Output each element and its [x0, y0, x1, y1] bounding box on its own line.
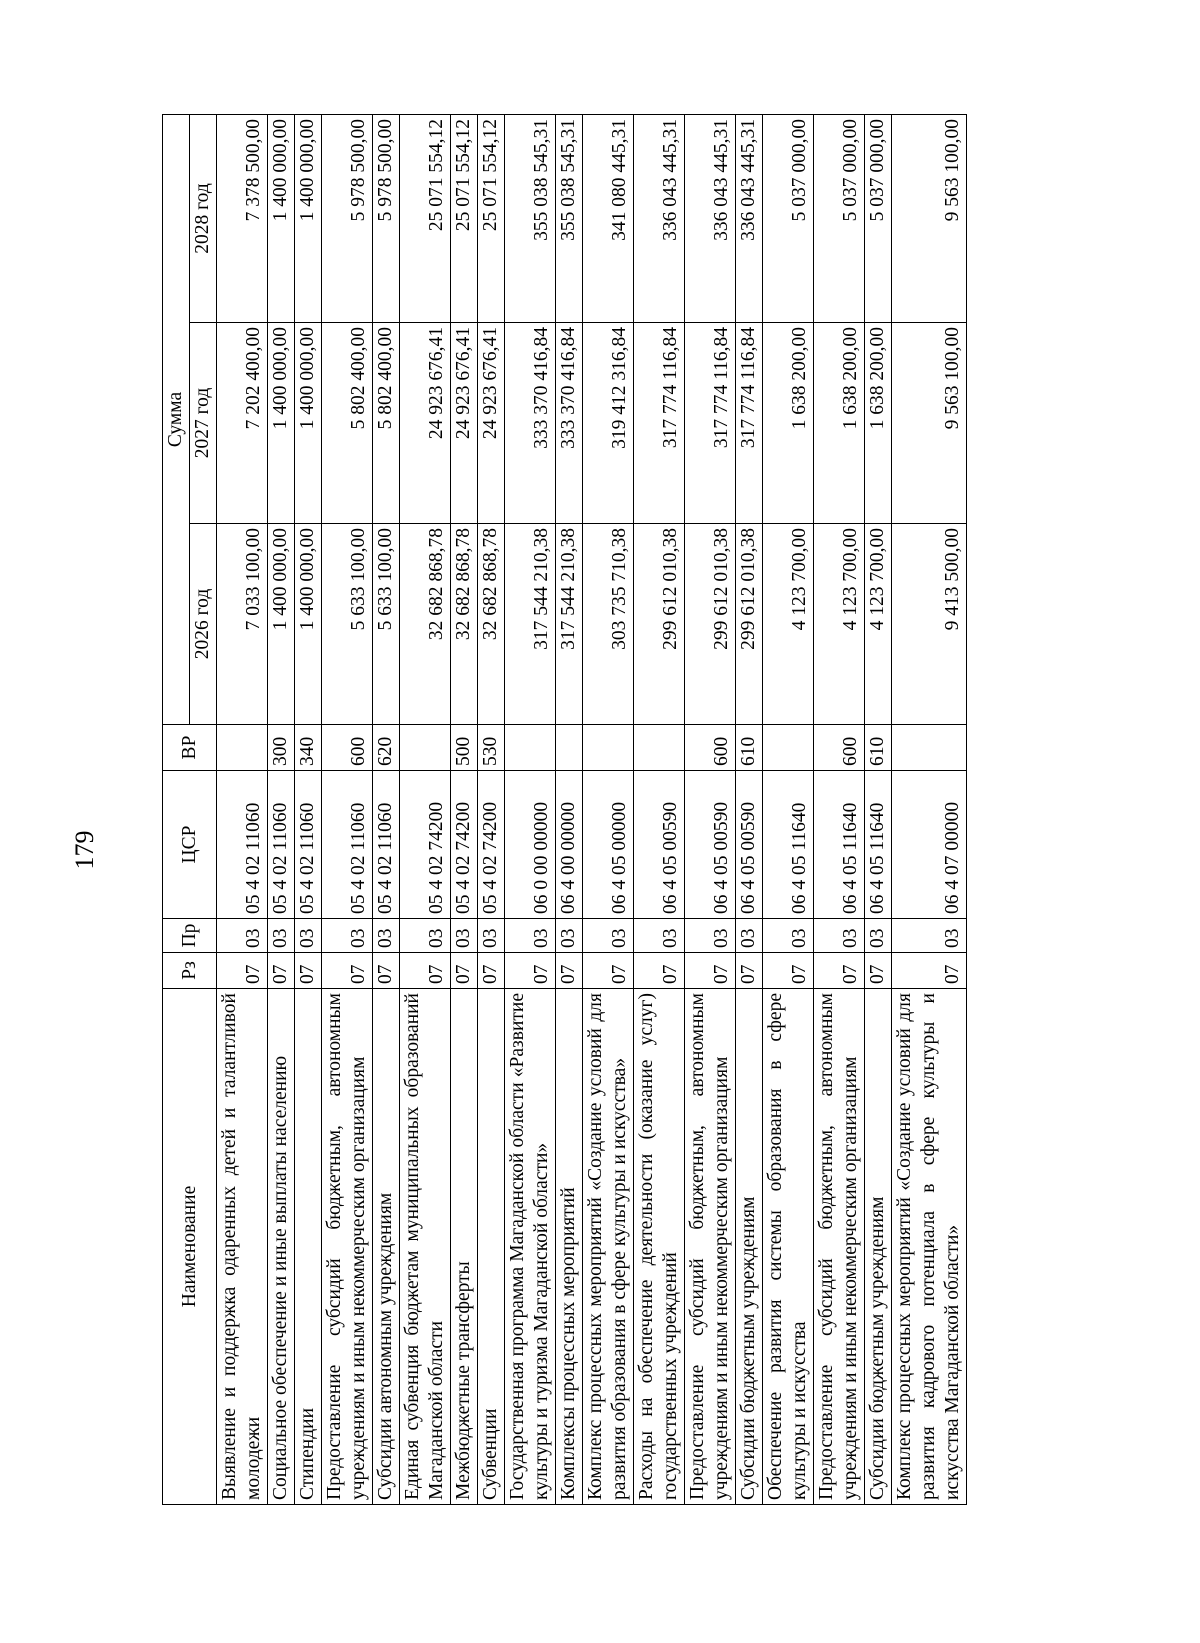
table-row	[865, 115, 892, 1505]
row-name: Субсидии автономным учреждениям	[373, 989, 400, 1505]
row-amount-2027: 1 638 200,00	[814, 323, 865, 524]
row-amount-2027: 5 802 400,00	[322, 323, 373, 524]
row-pr: 03	[322, 919, 373, 953]
row-amount-2026: 7 033 100,00	[217, 524, 268, 725]
row-csr: 06 4 00 00000	[556, 771, 583, 919]
row-vr	[583, 725, 634, 771]
row-amount-2027: 1 638 200,00	[865, 323, 892, 524]
header-sum: Сумма	[163, 115, 190, 725]
table-row	[505, 115, 556, 1505]
row-name: Расходы на обеспечение деятельности (оказание услуг) государственных учреждений	[634, 989, 685, 1505]
row-rz: 07	[478, 953, 505, 989]
row-name: Межбюджетные трансферты	[451, 989, 478, 1505]
row-vr: 340	[295, 725, 322, 771]
row-name: Государственная программа Магаданской области «Развитие культуры и туризма Магаданской области»	[505, 989, 556, 1505]
row-csr: 06 0 00 00000	[505, 771, 556, 919]
row-amount-2028: 5 978 500,00	[322, 115, 373, 323]
table-row	[217, 115, 268, 1505]
row-rz: 07	[814, 953, 865, 989]
row-amount-2028: 5 037 000,00	[865, 115, 892, 323]
row-csr: 05 4 02 11060	[295, 771, 322, 919]
row-pr: 03	[865, 919, 892, 953]
row-amount-2028: 1 400 000,00	[295, 115, 322, 323]
row-name: Единая субвенция бюджетам муниципальных образований Магаданской области	[400, 989, 451, 1505]
row-rz: 07	[583, 953, 634, 989]
header-csr: ЦСР	[163, 771, 217, 919]
row-csr: 06 4 05 00000	[583, 771, 634, 919]
row-csr: 05 4 02 11060	[217, 771, 268, 919]
table-header	[163, 115, 217, 1505]
rotated-page-content	[162, 115, 1052, 1505]
row-name: Предоставление субсидий бюджетным, автономным учреждениям и иным некоммерческим организациям	[685, 989, 736, 1505]
row-name: Предоставление субсидий бюджетным, автономным учреждениям и иным некоммерческим организациям	[814, 989, 865, 1505]
row-amount-2026: 317 544 210,38	[505, 524, 556, 725]
row-pr: 03	[295, 919, 322, 953]
budget-table	[162, 114, 967, 1505]
row-csr: 05 4 02 11060	[268, 771, 295, 919]
row-amount-2026: 5 633 100,00	[322, 524, 373, 725]
row-amount-2026: 303 735 710,38	[583, 524, 634, 725]
row-pr: 03	[634, 919, 685, 953]
row-amount-2026: 299 612 010,38	[685, 524, 736, 725]
row-amount-2026: 4 123 700,00	[865, 524, 892, 725]
row-amount-2028: 25 071 554,12	[478, 115, 505, 323]
row-amount-2028: 336 043 445,31	[685, 115, 736, 323]
row-pr: 03	[763, 919, 814, 953]
row-amount-2026: 299 612 010,38	[736, 524, 763, 725]
row-pr: 03	[268, 919, 295, 953]
row-pr: 03	[217, 919, 268, 953]
row-name: Предоставление субсидий бюджетным, автономным учреждениям и иным некоммерческим организациям	[322, 989, 373, 1505]
table-row	[685, 115, 736, 1505]
row-rz: 07	[505, 953, 556, 989]
table-row	[478, 115, 505, 1505]
row-rz: 07	[373, 953, 400, 989]
table-row	[268, 115, 295, 1505]
row-csr: 06 4 05 11640	[865, 771, 892, 919]
row-amount-2028: 5 037 000,00	[763, 115, 814, 323]
row-amount-2027: 317 774 116,84	[634, 323, 685, 524]
row-csr: 06 4 05 00590	[685, 771, 736, 919]
row-pr: 03	[814, 919, 865, 953]
row-csr: 06 4 05 11640	[814, 771, 865, 919]
table-row	[583, 115, 634, 1505]
row-vr	[634, 725, 685, 771]
row-rz: 07	[295, 953, 322, 989]
table-row	[400, 115, 451, 1505]
header-2027: 2027 год	[190, 323, 217, 524]
row-pr: 03	[556, 919, 583, 953]
row-vr: 600	[322, 725, 373, 771]
header-vr: ВР	[163, 725, 217, 771]
row-amount-2028: 336 043 445,31	[634, 115, 685, 323]
row-pr: 03	[685, 919, 736, 953]
row-amount-2028: 5 978 500,00	[373, 115, 400, 323]
row-pr: 03	[583, 919, 634, 953]
row-vr: 610	[865, 725, 892, 771]
row-pr: 03	[400, 919, 451, 953]
row-amount-2028: 341 080 445,31	[583, 115, 634, 323]
table-row	[634, 115, 685, 1505]
row-csr: 05 4 02 74200	[400, 771, 451, 919]
row-name: Субсидии бюджетным учреждениям	[865, 989, 892, 1505]
row-rz: 07	[736, 953, 763, 989]
row-amount-2028: 5 037 000,00	[814, 115, 865, 323]
table-body	[217, 115, 967, 1505]
table-row	[556, 115, 583, 1505]
row-amount-2028: 25 071 554,12	[451, 115, 478, 323]
row-name: Обеспечение развития системы образования в сфере культуры и искусства	[763, 989, 814, 1505]
table-row	[295, 115, 322, 1505]
row-vr: 530	[478, 725, 505, 771]
row-amount-2028: 355 038 545,31	[556, 115, 583, 323]
row-rz: 07	[763, 953, 814, 989]
header-rz: Рз	[163, 953, 217, 989]
row-amount-2026: 32 682 868,78	[451, 524, 478, 725]
row-vr: 500	[451, 725, 478, 771]
table-row	[763, 115, 814, 1505]
row-amount-2027: 1 400 000,00	[268, 323, 295, 524]
row-amount-2026: 32 682 868,78	[478, 524, 505, 725]
header-name: Наименование	[163, 989, 217, 1505]
row-vr: 300	[268, 725, 295, 771]
row-amount-2027: 317 774 116,84	[736, 323, 763, 524]
row-rz: 07	[268, 953, 295, 989]
row-amount-2028: 7 378 500,00	[217, 115, 268, 323]
row-rz: 07	[451, 953, 478, 989]
row-amount-2027: 7 202 400,00	[217, 323, 268, 524]
row-vr: 610	[736, 725, 763, 771]
row-csr: 05 4 02 74200	[478, 771, 505, 919]
row-vr: 620	[373, 725, 400, 771]
row-amount-2027: 1 400 000,00	[295, 323, 322, 524]
row-amount-2028: 355 038 545,31	[505, 115, 556, 323]
row-csr: 06 4 05 11640	[763, 771, 814, 919]
row-name: Социальное обеспечение и иные выплаты населению	[268, 989, 295, 1505]
row-amount-2027: 5 802 400,00	[373, 323, 400, 524]
row-rz: 07	[556, 953, 583, 989]
row-amount-2026: 9 413 500,00	[892, 524, 967, 725]
table-row	[451, 115, 478, 1505]
row-amount-2026: 317 544 210,38	[556, 524, 583, 725]
row-amount-2028: 336 043 445,31	[736, 115, 763, 323]
row-name: Комплексы процессных мероприятий	[556, 989, 583, 1505]
row-amount-2027: 317 774 116,84	[685, 323, 736, 524]
row-name: Субсидии бюджетным учреждениям	[736, 989, 763, 1505]
row-vr	[892, 725, 967, 771]
header-2026: 2026 год	[190, 524, 217, 725]
row-vr	[763, 725, 814, 771]
row-name: Комплекс процессных мероприятий «Создание условий для развития кадрового потенциала в сфере культуры и искусства Магаданской области»	[892, 989, 967, 1505]
row-rz: 07	[634, 953, 685, 989]
row-vr: 600	[814, 725, 865, 771]
row-name: Выявление и поддержка одаренных детей и талантливой молодежи	[217, 989, 268, 1505]
row-name: Субвенции	[478, 989, 505, 1505]
row-amount-2028: 1 400 000,00	[268, 115, 295, 323]
row-csr: 05 4 02 11060	[322, 771, 373, 919]
row-vr	[505, 725, 556, 771]
row-pr: 03	[478, 919, 505, 953]
row-amount-2028: 9 563 100,00	[892, 115, 967, 323]
row-amount-2027: 319 412 316,84	[583, 323, 634, 524]
row-csr: 06 4 07 00000	[892, 771, 967, 919]
table-row	[814, 115, 865, 1505]
row-vr	[217, 725, 268, 771]
row-amount-2026: 1 400 000,00	[268, 524, 295, 725]
row-amount-2026: 32 682 868,78	[400, 524, 451, 725]
row-amount-2026: 299 612 010,38	[634, 524, 685, 725]
row-rz: 07	[685, 953, 736, 989]
row-pr: 03	[373, 919, 400, 953]
row-amount-2027: 24 923 676,41	[451, 323, 478, 524]
row-amount-2026: 4 123 700,00	[814, 524, 865, 725]
row-amount-2027: 333 370 416,84	[505, 323, 556, 524]
row-amount-2026: 4 123 700,00	[763, 524, 814, 725]
page-number: 179	[70, 830, 99, 870]
row-vr: 600	[685, 725, 736, 771]
header-2028: 2028 год	[190, 115, 217, 323]
row-vr	[400, 725, 451, 771]
row-amount-2027: 9 563 100,00	[892, 323, 967, 524]
table-row	[892, 115, 967, 1505]
row-rz: 07	[217, 953, 268, 989]
row-pr: 03	[892, 919, 967, 953]
header-pr: Пр	[163, 919, 217, 953]
row-amount-2026: 1 400 000,00	[295, 524, 322, 725]
row-amount-2027: 24 923 676,41	[400, 323, 451, 524]
row-amount-2027: 24 923 676,41	[478, 323, 505, 524]
row-pr: 03	[451, 919, 478, 953]
table-row	[736, 115, 763, 1505]
row-vr	[556, 725, 583, 771]
row-rz: 07	[322, 953, 373, 989]
row-name: Стипендии	[295, 989, 322, 1505]
row-amount-2027: 1 638 200,00	[763, 323, 814, 524]
row-rz: 07	[892, 953, 967, 989]
row-rz: 07	[865, 953, 892, 989]
row-name: Комплекс процессных мероприятий «Создание условий для развития образования в сфере культуры и искусства»	[583, 989, 634, 1505]
row-csr: 06 4 05 00590	[634, 771, 685, 919]
row-amount-2026: 5 633 100,00	[373, 524, 400, 725]
table-row	[373, 115, 400, 1505]
row-csr: 06 4 05 00590	[736, 771, 763, 919]
row-amount-2028: 25 071 554,12	[400, 115, 451, 323]
row-pr: 03	[505, 919, 556, 953]
row-pr: 03	[736, 919, 763, 953]
row-amount-2027: 333 370 416,84	[556, 323, 583, 524]
table-row	[322, 115, 373, 1505]
row-csr: 05 4 02 74200	[451, 771, 478, 919]
row-csr: 05 4 02 11060	[373, 771, 400, 919]
row-rz: 07	[400, 953, 451, 989]
